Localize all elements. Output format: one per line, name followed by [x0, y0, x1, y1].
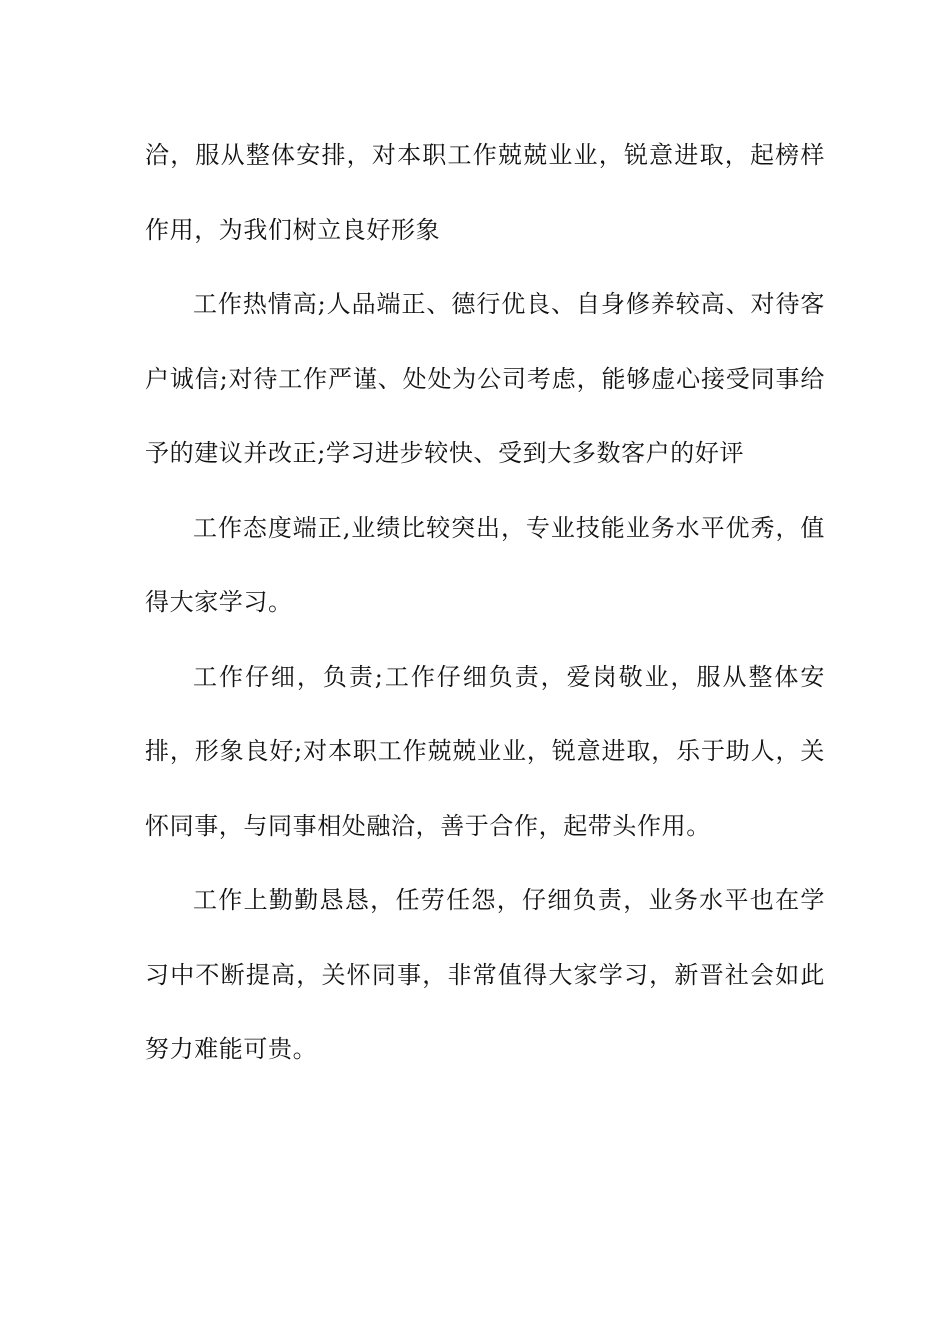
paragraph-work-enthusiasm: 工作热情高;人品端正、德行优良、自身修养较高、对待客户诚信;对待工作严谨、处处为公司考虑，能够虚心接受同事给予的建议并改正;学习进步较快、受到大多数客户的好评 [145, 290, 825, 467]
paragraph-careful-responsible: 工作仔细，负责;工作仔细负责，爱岗敬业，服从整体安排，形象良好;对本职工作兢兢业业，锐意进取，乐于助人，关怀同事，与同事相处融洽，善于合作，起带头作用。 [145, 662, 825, 840]
document-body [145, 118, 825, 1087]
paragraph-work-attitude: 工作态度端正,业绩比较突出，专业技能业务水平优秀，值得大家学习。 [145, 513, 825, 616]
paragraph-diligent: 工作上勤勤恳恳，任劳任怨，仔细负责，业务水平也在学习中不断提高，关怀同事，非常值得大家学习，新晋社会如此努力难能可贵。 [145, 886, 825, 1063]
paragraph-continuation: 洽，服从整体安排，对本职工作兢兢业业，锐意进取，起榜样作用，为我们树立良好形象 [145, 141, 825, 244]
